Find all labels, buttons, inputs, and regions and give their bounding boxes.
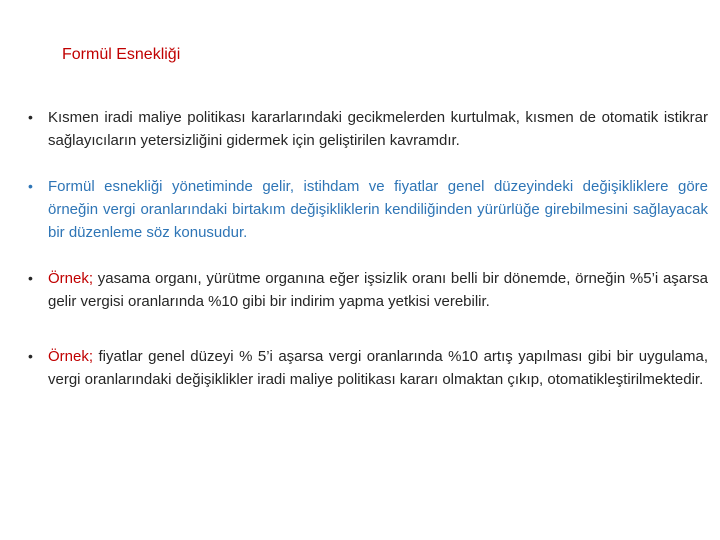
- bullet-text: Formül esnekliği yönetiminde gelir, istihdam ve fiyatlar genel düzeyindeki değişikliklere göre örneğin vergi oranlarındaki birtakım değişikliklerin kendiliğinden yürürlüğe girebilmesini sağlayacak bir düzenleme söz konusudur.: [48, 178, 708, 241]
- bullet-icon: •: [28, 270, 33, 286]
- bullet-text: Kısmen iradi maliye politikası kararlarındaki gecikmelerden kurtulmak, kısmen de otomatik istikrar sağlayıcıların yetersizliğini gidermek için geliştirilen kavramdır.: [48, 109, 708, 149]
- bullet-item-2: [28, 175, 708, 244]
- bullet-item-4: [28, 345, 708, 391]
- bullet-icon: •: [28, 178, 33, 194]
- bullet-text: fiyatlar genel düzeyi % 5’i aşarsa vergi oranlarında %10 artış yapılması gibi bir uygulama, vergi oranlarındaki değişiklikler iradi maliye politikası kararı olmaktan çıkıp, otomatikleştirilmektedir.: [48, 348, 708, 388]
- bullet-item-3: [28, 267, 708, 313]
- bullet-list: [28, 106, 708, 414]
- bullet-icon: •: [28, 348, 33, 364]
- bullet-text: yasama organı, yürütme organına eğer işsizlik oranı belli bir dönemde, örneğin %5’i aşarsa gelir vergisi oranlarında %10 gibi bir indirim yapma yetkisi verebilir.: [48, 270, 708, 310]
- example-label: Örnek;: [48, 348, 94, 365]
- bullet-icon: •: [28, 109, 33, 125]
- example-label: Örnek;: [48, 270, 94, 287]
- bullet-item-1: [28, 106, 708, 152]
- slide-title: Formül Esnekliği: [62, 46, 181, 63]
